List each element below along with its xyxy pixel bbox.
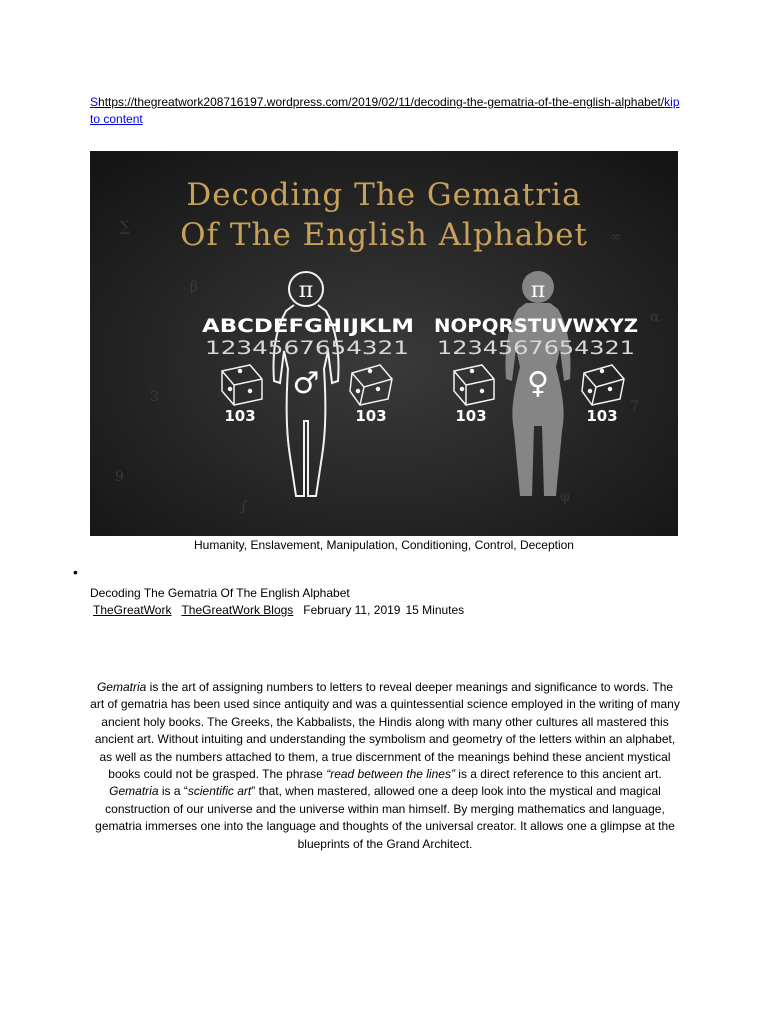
svg-text:9: 9 [115,469,124,485]
svg-text:3: 3 [150,389,159,405]
hero-title-line2: Of The English Alphabet [180,217,588,253]
paragraph-text-1: is the art of assigning numbers to letters to reveal deeper meanings and significance to words. The art of gematria has been used since antiquity and was a quintessential science employed in the writing of many ancient holy books. The Greeks, the Kabbalists, the Hindis along with many other cultures all mastered this ancient art. Without intuiting and understanding the symbolism and geometry of the letters within an alphabet, as well as the numbers attached to them, a true discernment of the meanings behind these ancient mystical books could not be grasped. The phrase [90,680,680,782]
letters-right: NOPQRSTUVWXYZ [434,315,638,337]
dice-value-2: 103 [355,407,387,425]
svg-text:∞: ∞ [610,229,622,245]
dice-value-4: 103 [586,407,618,425]
author-link[interactable]: TheGreatWork [93,603,172,617]
article-paragraph [90,679,680,853]
svg-text:α: α [650,309,660,325]
skip-to-content-link[interactable]: kip to content [90,95,680,126]
numbers-left: 1234567654321 [205,337,409,359]
paragraph-term-gematria-2: Gematria [109,784,159,799]
svg-text:∑: ∑ [120,219,130,235]
paragraph-text-4: ” that, when mastered, allowed one a deep look into the mystical and magical construction of our universe and the universe within man himself. By merging mathematics and language, gematria immerses one into the language and thoughts of the universal creator. It allows one a glimpse at the blueprints of the Grand Architect. [95,784,675,851]
paragraph-phrase-quote: “read between the lines” [326,767,455,782]
male-symbol-icon: ♂ [292,366,320,401]
post-meta [93,602,464,618]
read-time: 15 Minutes [405,603,465,617]
female-symbol-icon: ♀ [527,366,549,401]
list-bullet: • [73,564,78,580]
image-caption: Humanity, Enslavement, Manipulation, Conditioning, Control, Deception [194,538,574,552]
hero-title-line1: Decoding The Gematria [186,177,582,213]
paragraph-phrase-scientific-art: scientific art [187,784,252,799]
page-url: https://thegreatwork208716197.wordpress.com/2019/02/11/decoding-the-gematria-of-the-english-alphabet/ [98,95,665,109]
paragraph-text-2: is a direct reference to this ancient art. [454,767,662,782]
post-title: Decoding The Gematria Of The English Alphabet [90,586,350,600]
letters-left: ABCDEFGHIJKLM [202,315,414,337]
pi-symbol-left: π [298,278,314,303]
post-date: February 11, 2019 [303,603,401,617]
hero-image [90,151,678,536]
numbers-right: 1234567654321 [437,337,635,359]
svg-text:φ: φ [560,489,570,505]
category-link[interactable]: TheGreatWork Blogs [181,603,294,617]
paragraph-text-3: is a “ [158,784,188,799]
svg-text:∫: ∫ [240,499,248,515]
svg-text:7: 7 [630,399,639,415]
paragraph-term-gematria: Gematria [96,680,147,694]
skip-to-content-line [90,94,680,128]
skip-link-first-letter[interactable]: S [90,95,99,109]
svg-text:β: β [190,279,199,295]
dice-value-1: 103 [224,407,256,425]
dice-value-3: 103 [455,407,487,425]
pi-symbol-right: π [530,278,546,303]
